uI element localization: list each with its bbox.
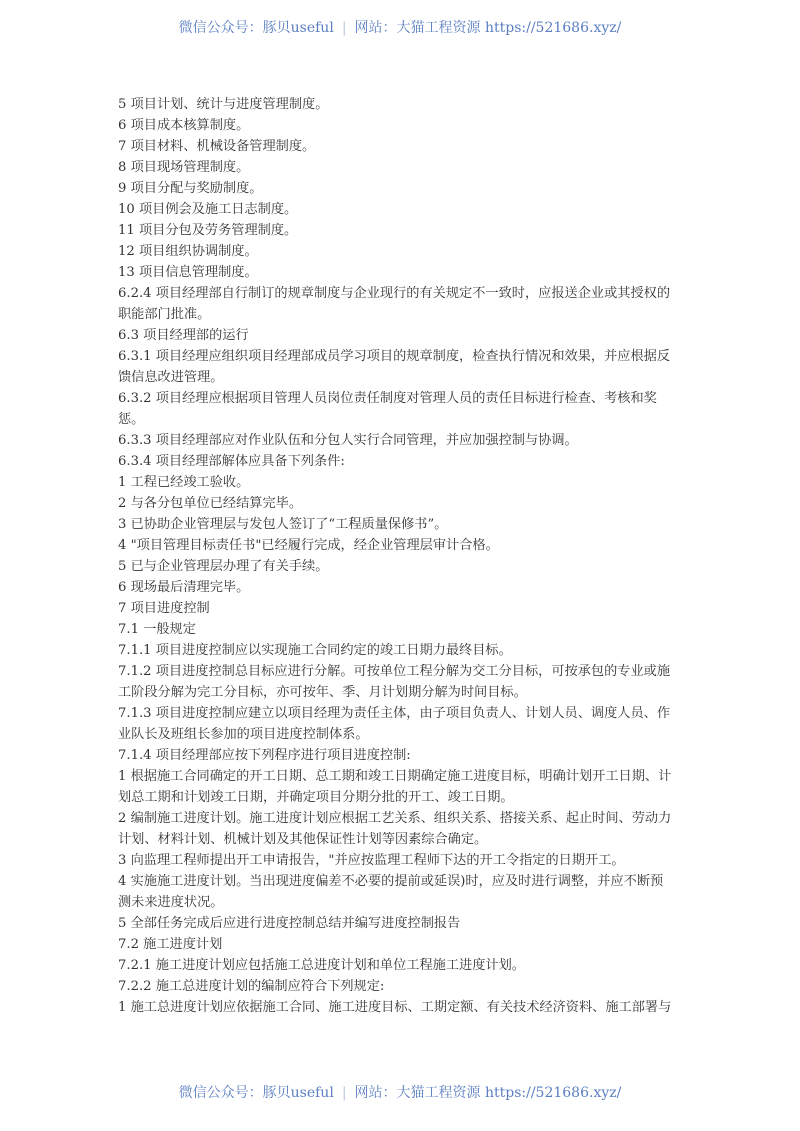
text-line: 11 项目分包及劳务管理制度。 bbox=[118, 223, 298, 238]
text-line: 6 项目成本核算制度。 bbox=[118, 118, 250, 133]
page-header-banner bbox=[0, 17, 800, 37]
text-line: 7.1.1 项目进度控制应以实现施工合同约定的竣工日期力最终目标。 bbox=[118, 643, 512, 658]
document-body bbox=[118, 94, 688, 1018]
text-line: 7.1.2 项目进度控制总目标应进行分解。可按单位工程分解为交工分目标，可按承包的专业或施 bbox=[118, 664, 671, 679]
header-site-text: 网站：大猫工程资源 https://521686.xyz/ bbox=[354, 20, 622, 36]
text-line: 8 项目现场管理制度。 bbox=[118, 160, 250, 175]
text-line: 1 根据施工合同确定的开工日期、总工期和竣工日期确定施工进度目标，明确计划开工日期、计 bbox=[118, 769, 672, 784]
text-line: 7 项目进度控制 bbox=[118, 601, 210, 616]
text-line: 7 项目材料、机械设备管理制度。 bbox=[118, 139, 316, 154]
text-line: 7.1.3 项目进度控制应建立以项目经理为责任主体，由子项目负责人、计划人员、调度人员、作 bbox=[118, 706, 671, 721]
text-line: 7.1 一般规定 bbox=[118, 622, 196, 637]
page-footer-banner bbox=[0, 1082, 800, 1102]
text-line: 5 全部任务完成后应进行进度控制总结并编写进度控制报告 bbox=[118, 916, 461, 931]
text-line: 3 已协助企业管理层与发包人签订了“工程质量保修书”。 bbox=[118, 517, 448, 532]
text-line: 10 项目例会及施工日志制度。 bbox=[118, 202, 298, 217]
text-line: 6.3.4 项目经理部解体应具备下列条件: bbox=[118, 454, 345, 469]
text-line: 3 向监理工程师提出开工申请报告，"并应按监理工程师下达的开工令指定的日期开工。 bbox=[118, 853, 625, 868]
text-line: 职能部门批准。 bbox=[118, 307, 211, 322]
text-line: 6.2.4 项目经理部自行制订的规章制度与企业现行的有关规定不一致时，应报送企业或其授权的 bbox=[118, 286, 671, 301]
text-line: 6.3.2 项目经理应根据项目管理人员岗位责任制度对管理人员的责任目标进行检查、考核和奖 bbox=[118, 391, 657, 406]
footer-wechat-text: 微信公众号：豚贝useful bbox=[178, 1085, 334, 1101]
footer-separator: | bbox=[341, 1085, 347, 1101]
text-line: 测未来进度状况。 bbox=[118, 895, 224, 910]
text-line: 4 "项目管理目标责任书"已经履行完成，经企业管理层审计合格。 bbox=[118, 538, 499, 553]
text-line: 7.1.4 项目经理部应按下列程序进行项目进度控制: bbox=[118, 748, 411, 763]
text-line: 计划、材料计划、机械计划及其他保证性计划等因素综合确定。 bbox=[118, 832, 488, 847]
text-line: 2 与各分包单位已经结算完毕。 bbox=[118, 496, 303, 511]
text-line: 9 项目分配与奖励制度。 bbox=[118, 181, 263, 196]
text-line: 惩。 bbox=[118, 412, 145, 427]
text-line: 工阶段分解为完工分目标，亦可按年、季、月计划期分解为时间目标。 bbox=[118, 685, 527, 700]
text-line: 7.2 施工进度计划 bbox=[118, 937, 223, 952]
text-line: 6 现场最后清理完毕。 bbox=[118, 580, 250, 595]
text-line: 4 实施施工进度计划。当出现进度偏差不必要的提前或延误)时，应及时进行调整，并应不断预 bbox=[118, 874, 664, 889]
text-line: 业队长及班组长参加的项目进度控制体系。 bbox=[118, 727, 369, 742]
text-line: 5 已与企业管理层办理了有关手续。 bbox=[118, 559, 329, 574]
text-line: 2 编制施工进度计划。施工进度计划应根据工艺关系、组织关系、搭接关系、起止时间、劳动力 bbox=[118, 811, 672, 826]
footer-site-text: 网站：大猫工程资源 https://521686.xyz/ bbox=[354, 1085, 622, 1101]
text-line: 6.3 项目经理部的运行 bbox=[118, 328, 249, 343]
text-line: 13 项目信息管理制度。 bbox=[118, 265, 258, 280]
header-separator: | bbox=[341, 20, 347, 36]
text-line: 1 工程已经竣工验收。 bbox=[118, 475, 250, 490]
text-line: 7.2.1 施工进度计划应包括施工总进度计划和单位工程施工进度计划。 bbox=[118, 958, 525, 973]
text-line: 6.3.3 项目经理部应对作业队伍和分包人实行合同管理，并应加强控制与协调。 bbox=[118, 433, 578, 448]
text-line: 馈信息改进管理。 bbox=[118, 370, 224, 385]
text-line: 6.3.1 项目经理应组织项目经理部成员学习项目的规章制度，检查执行情况和效果，并应根据反 bbox=[118, 349, 671, 364]
header-wechat-text: 微信公众号：豚贝useful bbox=[178, 20, 334, 36]
text-line: 12 项目组织协调制度。 bbox=[118, 244, 258, 259]
text-line: 1 施工总进度计划应依据施工合同、施工进度目标、工期定额、有关技术经济资料、施工部署与 bbox=[118, 1000, 672, 1015]
text-line: 7.2.2 施工总进度计划的编制应符合下列规定: bbox=[118, 979, 385, 994]
text-line: 5 项目计划、统计与进度管理制度。 bbox=[118, 97, 329, 112]
text-line: 划总工期和计划竣工日期，并确定项目分期分批的开工、竣工日期。 bbox=[118, 790, 514, 805]
